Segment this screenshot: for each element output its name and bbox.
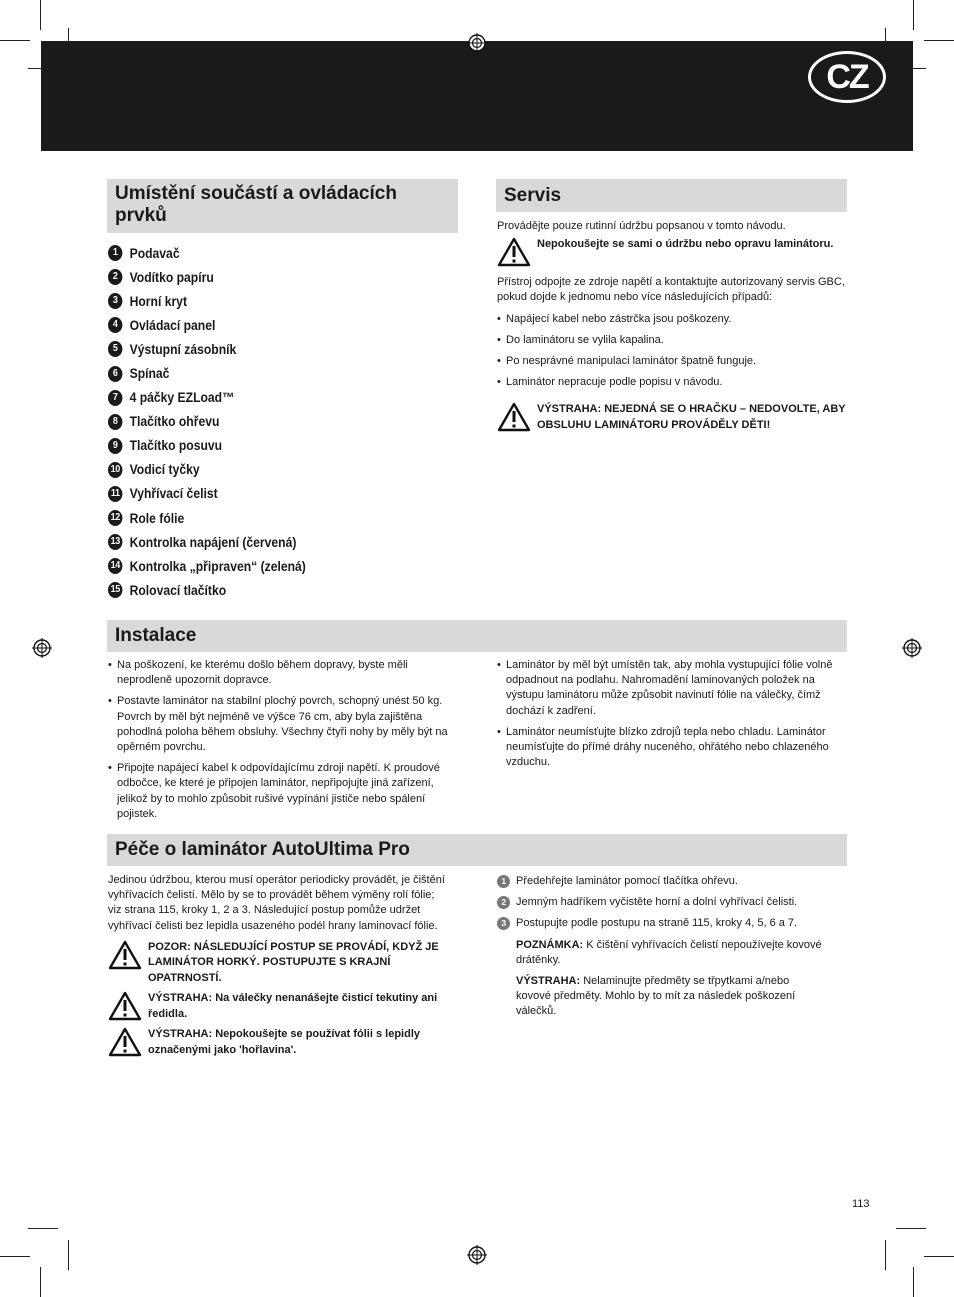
list-item (108, 410, 414, 434)
item-label: Výstupní zásobník (129, 341, 237, 357)
warning-icon (108, 940, 142, 970)
item-label: 4 páčky EZLoad™ (129, 390, 235, 406)
crop-mark (40, 1267, 41, 1297)
crop-mark (913, 1267, 914, 1297)
bullet-item: • Na poškození, ke kterému došlo během dopravy, byste měli neprodleně upozornit dopravce. (108, 658, 460, 688)
list-item (108, 506, 414, 530)
number-badge: 5 (108, 341, 122, 357)
step-number-badge: 3 (497, 917, 510, 930)
item-label: Tlačítko posuvu (129, 438, 223, 454)
warning-icon (108, 991, 142, 1021)
step-number-badge: 2 (497, 896, 510, 909)
bullet-item: • Připojte napájecí kabel k odpovídajícímu zdroji napětí. K proudové odbočce, ke které je připojen laminátor, nepřipojujte jiná zařízení, jelikož by to mohlo způsobit rušivé vypínání jističe nebo spálení pojistek. (108, 761, 460, 822)
bullet-item: • Po nesprávné manipulaci laminátor špatně funguje. (497, 354, 847, 369)
number-badge: 2 (108, 269, 122, 285)
crop-mark (0, 40, 30, 41)
pece-right-column (497, 874, 827, 1026)
list-item (108, 386, 414, 410)
registration-mark-icon (467, 33, 487, 53)
bullet-item: • Napájecí kabel nebo zástrčka jsou poškozeny. (497, 312, 847, 327)
note-paragraph (497, 938, 827, 968)
number-badge: 7 (108, 390, 122, 406)
warning-text: VÝSTRAHA: NEJEDNÁ SE O HRAČKU – NEDOVOLTE, ABY OBSLUHU LAMINÁTORU PROVÁDĚLY DĚTI! (537, 403, 846, 431)
step-item (497, 916, 827, 931)
item-label: Vodicí tyčky (129, 462, 200, 478)
warning-text: Nepokoušejte se sami o údržbu nebo opravu laminátoru. (537, 238, 834, 251)
number-badge: 13 (108, 534, 122, 550)
list-item (108, 289, 414, 313)
crop-mark (885, 1240, 886, 1270)
servis-heading: Servis (496, 179, 847, 212)
bullet-item: • Postavte laminátor na stabilní plochý povrch, schopný unést 50 kg. Povrch by měl být nejméně ve výšce 76 cm, aby byla zajištěna pohodlná poloha během obsluhy. Všechny čtyři nohy by měly být na opěrném povrchu. (108, 694, 460, 755)
number-badge: 9 (108, 438, 122, 454)
bullet-item: • Laminátor by měl být umístěn tak, aby mohla vystupující fólie volně odpadnout na podlahu. Nahromadění laminovaných položek na výstupu laminátoru může způsobit navinutí fólie na válečky, čímž dochází k zadření. (497, 658, 837, 719)
step-text: Předehřejte laminátor pomocí tlačítka ohřevu. (516, 875, 738, 887)
step-item (497, 895, 827, 910)
pece-intro: Jedinou údržbou, kterou musí operátor periodicky provádět, je čištění vyhřívacích čelistí. Mělo by se to provádět během výměny rolí fólie; viz strana 115, kroky 1, 2 a 3. Následující postup pomůže udržet vyhřívací čelisti bez lepidla usazeného podél hrany laminovací fólie. (108, 874, 445, 932)
step-text: Postupujte podle postupu na straně 115, kroky 4, 5, 6 a 7. (516, 917, 798, 930)
servis-paragraph: Přístroj odpojte ze zdroje napětí a kontaktujte autorizovaný servis GBC, pokud dojde k jednomu nebo více následujících případů: (497, 276, 845, 304)
servis-warning-children (497, 402, 847, 433)
item-label: Kontrolka „připraven“ (zelená) (129, 558, 306, 574)
pece-warning (108, 1027, 448, 1058)
list-item (108, 458, 414, 482)
number-badge: 1 (108, 245, 122, 261)
item-label: Role fólie (129, 510, 185, 526)
bullet-item: • Laminátor nepracuje podle popisu v návodu. (497, 375, 847, 390)
note-text: K čištění vyhřívacích čelistí nepoužívejte kovové drátěnky. (516, 938, 822, 966)
item-label: Kontrolka napájení (červená) (129, 534, 297, 550)
servis-warning (497, 237, 847, 267)
crop-mark (68, 1240, 69, 1270)
instalace-left-column (108, 658, 460, 828)
pece-steps (497, 874, 827, 932)
warning-icon (108, 1027, 142, 1057)
crop-mark (913, 0, 914, 30)
warning-paragraph (497, 974, 827, 1020)
step-number-badge: 1 (497, 875, 510, 888)
list-item (108, 530, 414, 554)
number-badge: 8 (108, 414, 122, 430)
number-badge: 11 (108, 486, 122, 502)
crop-mark (40, 0, 41, 30)
number-badge: 15 (108, 582, 122, 598)
list-item (108, 434, 414, 458)
number-badge: 10 (108, 462, 122, 478)
step-text: Jemným hadříkem vyčistěte horní a dolní vyhřívací čelisti. (516, 896, 798, 909)
page-number: 113 (852, 1198, 870, 1210)
pece-warning (108, 991, 448, 1022)
list-item (108, 313, 414, 337)
warning-text: VÝSTRAHA: Nepokoušejte se používat fólii s lepidly označenými jako 'hořlavina'. (148, 1028, 420, 1056)
item-label: Ovládací panel (129, 317, 216, 333)
language-badge: CZ (808, 51, 886, 103)
bullet-item: • Laminátor neumísťujte blízko zdrojů tepla nebo chladu. Laminátor neumísťujte do přímé dráhy nuceného, ohřátého nebo chlazeného vzduchu. (497, 725, 837, 771)
crop-mark (28, 1228, 58, 1229)
pece-warning (108, 940, 448, 987)
crop-mark (0, 1256, 30, 1257)
item-label: Rolovací tlačítko (129, 582, 227, 598)
step-item (497, 874, 827, 889)
components-heading: Umístění součástí a ovládacích prvků (107, 179, 458, 233)
warning-icon (497, 237, 531, 267)
list-item (108, 482, 414, 506)
crop-mark (924, 40, 954, 41)
servis-body (497, 219, 847, 433)
registration-mark-icon (467, 1245, 487, 1265)
item-label: Podavač (129, 245, 180, 261)
item-label: Tlačítko ohřevu (129, 414, 220, 430)
warning-icon (497, 402, 531, 432)
pece-left-column (108, 873, 448, 1058)
list-item (108, 578, 414, 602)
registration-mark-icon (902, 638, 922, 658)
list-item (108, 241, 414, 265)
pece-heading: Péče o laminátor AutoUltima Pro (107, 834, 847, 866)
crop-mark (924, 1256, 954, 1257)
servis-intro: Provádějte pouze rutinní údržbu popsanou v tomto návodu. (497, 220, 786, 232)
list-item (108, 554, 414, 578)
registration-mark-icon (32, 638, 52, 658)
item-label: Horní kryt (129, 293, 187, 309)
instalace-heading: Instalace (107, 620, 847, 652)
item-label: Vyhřívací čelist (129, 486, 218, 502)
warning-text: POZOR: NÁSLEDUJÍCÍ POSTUP SE PROVÁDÍ, KDYŽ JE LAMINÁTOR HORKÝ. POSTUPUJTE S KRAJNÍ OPATRNOSTÍ. (148, 940, 439, 984)
warning-text: VÝSTRAHA: Na válečky nenanášejte čisticí tekutiny ani ředidla. (148, 992, 438, 1020)
components-list (108, 241, 448, 602)
list-item (108, 265, 414, 289)
header-banner (41, 41, 913, 151)
number-badge: 6 (108, 366, 122, 382)
item-label: Vodítko papíru (129, 269, 214, 285)
crop-mark (896, 1228, 926, 1229)
warning-text: Nelaminujte předměty se třpytkami a/nebo kovové předměty. Mohlo by to mít za následek poškození válečků. (516, 975, 796, 1018)
number-badge: 14 (108, 558, 122, 574)
list-item (108, 361, 414, 385)
number-badge: 12 (108, 510, 122, 526)
number-badge: 4 (108, 317, 122, 333)
list-item (108, 337, 414, 361)
bullet-item: • Do laminátoru se vylila kapalina. (497, 333, 847, 348)
warning-label: VÝSTRAHA: (516, 975, 581, 988)
number-badge: 3 (108, 293, 122, 309)
item-label: Spínač (129, 366, 170, 382)
instalace-right-column (497, 658, 837, 776)
note-label: POZNÁMKA: (516, 938, 584, 951)
